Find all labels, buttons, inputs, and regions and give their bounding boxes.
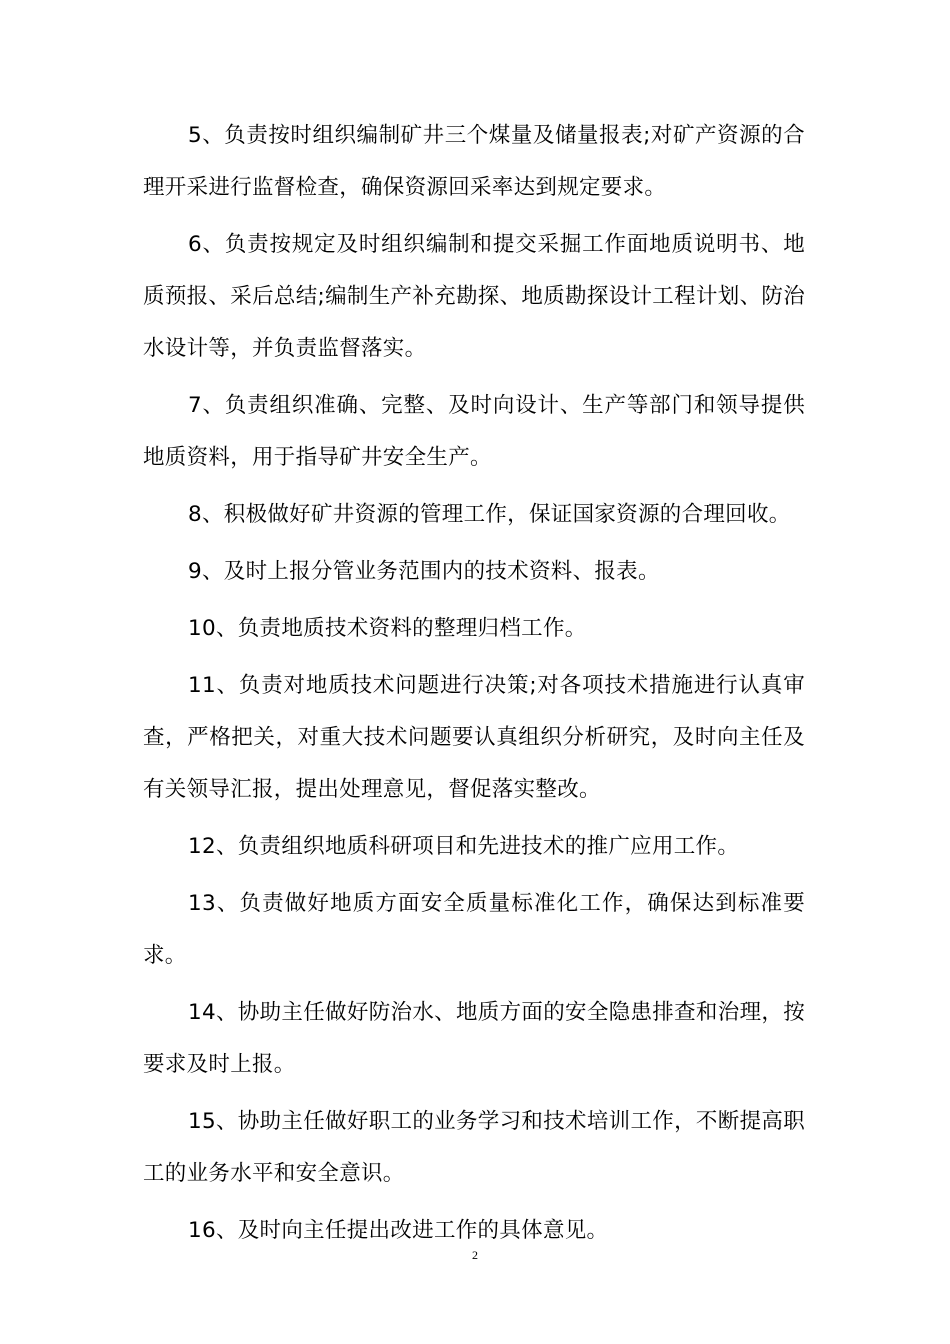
paragraph-item-11: 11、负责对地质技术问题进行决策;对各项技术措施进行认真审查，严格把关，对重大技术问题要认真组织分析研究，及时向主任及有关领导汇报，提出处理意见，督促落实整改。 <box>143 673 805 802</box>
paragraph-item-12: 12、负责组织地质科研项目和先进技术的推广应用工作。 <box>188 834 740 859</box>
document-body <box>143 110 805 1262</box>
paragraph-item-9: 9、及时上报分管业务范围内的技术资料、报表。 <box>188 559 660 584</box>
paragraph-item-13: 13、负责做好地质方面安全质量标准化工作，确保达到标准要求。 <box>143 891 805 968</box>
paragraph-item-8: 8、积极做好矿井资源的管理工作，保证国家资源的合理回收。 <box>188 502 791 527</box>
paragraph-item-15: 15、协助主任做好职工的业务学习和技术培训工作，不断提高职工的业务水平和安全意识。 <box>143 1109 805 1186</box>
paragraph-item-7: 7、负责组织准确、完整、及时向设计、生产等部门和领导提供地质资料，用于指导矿井安全生产。 <box>143 393 805 470</box>
paragraph-item-10: 10、负责地质技术资料的整理归档工作。 <box>188 616 587 641</box>
paragraph-item-5: 5、负责按时组织编制矿井三个煤量及储量报表;对矿产资源的合理开采进行监督检查，确保资源回采率达到规定要求。 <box>143 123 805 200</box>
paragraph-item-16: 16、及时向主任提出改进工作的具体意见。 <box>188 1218 609 1243</box>
page-number: 2 <box>472 1248 478 1262</box>
paragraph-item-6: 6、负责按规定及时组织编制和提交采掘工作面地质说明书、地质预报、采后总结;编制生产补充勘探、地质勘探设计工程计划、防治水设计等，并负责监督落实。 <box>143 232 805 361</box>
paragraph-item-14: 14、协助主任做好防治水、地质方面的安全隐患排查和治理，按要求及时上报。 <box>143 1000 805 1077</box>
